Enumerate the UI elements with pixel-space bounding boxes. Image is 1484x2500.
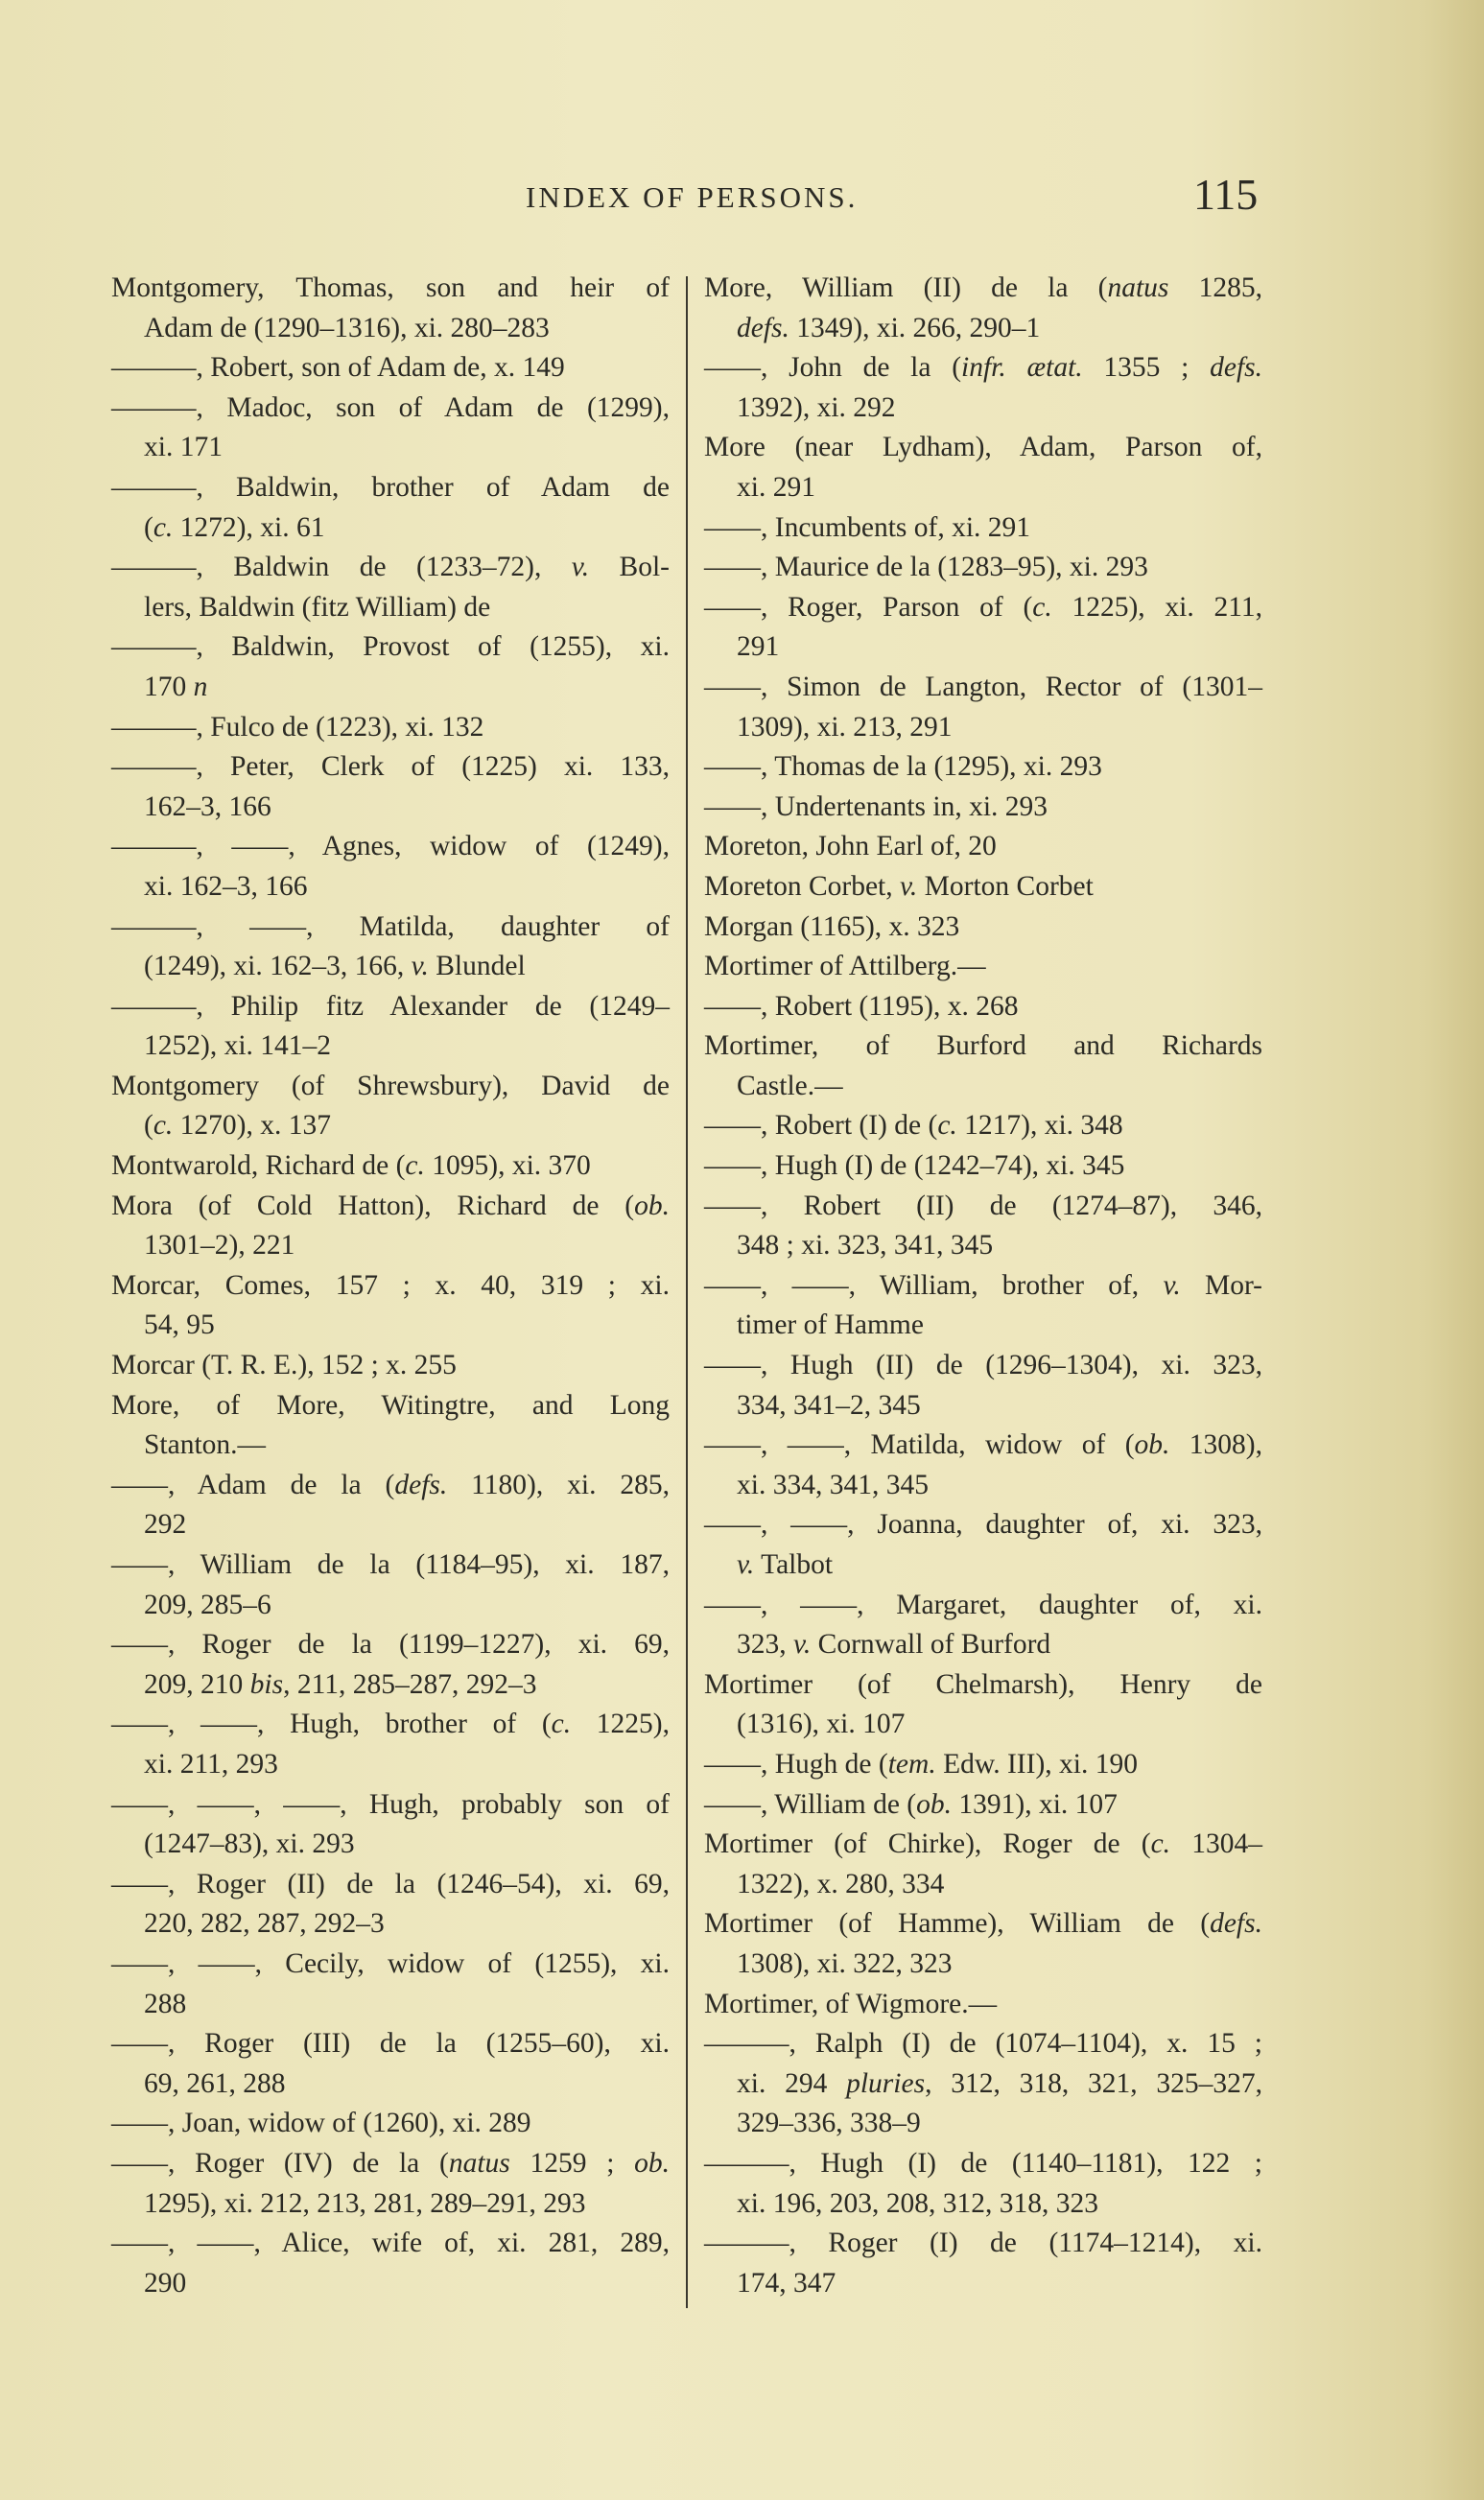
text-segment: Mora (of Cold Hatton), Richard de ( <box>111 1190 635 1221</box>
index-entry <box>111 1187 670 1266</box>
index-entry <box>111 987 670 1067</box>
index-entry-line: Castle.— <box>737 1070 843 1101</box>
italic-segment: ob. <box>1134 1429 1170 1461</box>
index-entry-line: 1392), xi. 292 <box>737 391 896 423</box>
index-entry <box>704 2144 1262 2224</box>
index-entry-line <box>704 269 1262 309</box>
index-entry-line: ——, ——, Joanna, daughter of, xi. 323, <box>704 1509 1262 1541</box>
index-entry <box>111 1945 670 2024</box>
index-entry <box>704 2024 1262 2144</box>
index-entry-line: ———, Hugh (I) de (1140–1181), 122 ; <box>704 2147 1262 2179</box>
index-entry <box>111 1865 670 1945</box>
text-segment: 209, 210 <box>144 1668 250 1700</box>
index-entry <box>704 1745 1262 1785</box>
index-entry-line: ——, Thomas de la (1295), xi. 293 <box>704 751 1102 783</box>
index-entry <box>111 1067 670 1146</box>
italic-segment: v. <box>571 552 590 583</box>
italic-segment: c. <box>153 511 174 543</box>
index-entry <box>704 788 1262 828</box>
index-entry-line <box>111 668 670 708</box>
italic-segment: v. <box>900 870 918 902</box>
index-entry <box>111 747 670 827</box>
index-entry-line: ———, Peter, Clerk of (1225) xi. 133, <box>111 751 670 783</box>
italic-segment: bis <box>249 1668 284 1700</box>
index-entry-line: ———, Fulco de (1223), xi. 132 <box>111 711 484 743</box>
index-entry-line: 291 <box>737 631 780 663</box>
text-segment: Morton Corbet <box>917 870 1094 902</box>
index-entry-line: 348 ; xi. 323, 341, 345 <box>737 1230 994 1262</box>
index-entry-line: (1316), xi. 107 <box>737 1709 906 1740</box>
text-segment: , 211, 285–287, 292–3 <box>283 1668 537 1700</box>
text-segment: ——, John de la ( <box>704 352 962 384</box>
italic-segment: c. <box>1150 1828 1171 1860</box>
index-entry-line: xi. 162–3, 166 <box>144 870 308 902</box>
index-entry-line: 69, 261, 288 <box>144 2067 286 2099</box>
index-entry <box>111 1625 670 1705</box>
index-entry-line: ———, Roger (I) de (1174–1214), xi. <box>704 2228 1262 2259</box>
index-entry-line: ——, Maurice de la (1283–95), xi. 293 <box>704 552 1148 583</box>
text-segment: Mortimer (of Hamme), William de ( <box>704 1908 1211 1940</box>
italic-segment: defs. <box>1210 1908 1262 1940</box>
index-entry <box>704 548 1262 588</box>
text-segment: 1308), <box>1169 1429 1262 1461</box>
index-entry-line <box>704 1825 1262 1865</box>
index-entry-line: ——, ——, Alice, wife of, xi. 281, 289, <box>111 2228 670 2259</box>
index-entry-line: 329–336, 338–9 <box>737 2108 921 2139</box>
index-entry-line <box>704 1106 1262 1146</box>
index-column-left <box>111 269 670 2303</box>
index-entry-line: 54, 95 <box>144 1309 215 1341</box>
text-segment: 1270), x. 137 <box>173 1110 331 1142</box>
index-entry <box>704 1785 1262 1826</box>
index-entry-line: ——, Roger (III) de la (1255–60), xi. <box>111 2028 670 2060</box>
index-entry-line <box>111 1146 670 1187</box>
italic-segment: natus <box>1107 272 1169 303</box>
index-entry-line: ——, Undertenants in, xi. 293 <box>704 790 1048 822</box>
italic-segment: c. <box>551 1709 572 1740</box>
index-entry-line <box>111 548 670 588</box>
index-entry-line: xi. 334, 341, 345 <box>737 1469 929 1500</box>
index-entry-line <box>704 1625 1262 1665</box>
index-entry-line: ——, ——, Cecily, widow of (1255), xi. <box>111 1947 670 1979</box>
index-entry-line: Morcar (T. R. E.), 152 ; x. 255 <box>111 1350 457 1381</box>
index-entry-line: 209, 285–6 <box>144 1589 271 1620</box>
index-entry-line <box>111 2144 670 2184</box>
index-entry-line: 1309), xi. 213, 291 <box>737 711 953 743</box>
text-segment: xi. 294 <box>737 2067 847 2099</box>
index-entry-line: ———, Madoc, son of Adam de (1299), <box>111 391 670 423</box>
index-entry <box>111 708 670 748</box>
index-entry-line: Mortimer, of Burford and Richards <box>704 1030 1262 1062</box>
text-segment: 1272), xi. 61 <box>173 511 325 543</box>
index-entry-line: Stanton.— <box>144 1429 267 1461</box>
index-entry-line: 1322), x. 280, 334 <box>737 1868 945 1899</box>
index-entry <box>111 1466 670 1545</box>
index-entry-line: 288 <box>144 1988 187 2019</box>
text-segment: 1391), xi. 107 <box>952 1788 1118 1820</box>
index-entry-line: lers, Baldwin (fitz William) de <box>144 591 491 623</box>
text-segment: ——, Roger (IV) de la ( <box>111 2147 449 2179</box>
index-entry-line <box>111 1665 670 1706</box>
text-segment: Blundel <box>428 951 526 982</box>
index-entry <box>111 2144 670 2224</box>
index-entry <box>704 1187 1262 1266</box>
index-entry-line: 292 <box>144 1509 187 1541</box>
text-segment: ———, Baldwin de (1233–72), <box>111 552 572 583</box>
index-entry-line: Mortimer of Attilberg.— <box>704 951 986 982</box>
index-entry <box>704 2224 1262 2303</box>
index-entry-line: More (near Lydham), Adam, Parson of, <box>704 432 1262 463</box>
text-segment: ( <box>144 1110 153 1142</box>
index-entry-line: ——, Simon de Langton, Rector of (1301– <box>704 671 1262 702</box>
italic-segment: infr. ætat. <box>961 352 1083 384</box>
index-entry-line: Mortimer, of Wigmore.— <box>704 1988 998 2019</box>
text-segment: Cornwall of Burford <box>811 1629 1051 1661</box>
index-entry-line: ——, ——, ——, Hugh, probably son of <box>111 1788 670 1820</box>
index-entry <box>704 668 1262 747</box>
index-entry <box>704 1106 1262 1146</box>
index-entry-line <box>111 1187 670 1227</box>
text-segment: (1249), xi. 162–3, 166, <box>144 951 412 982</box>
index-entry-line: Adam de (1290–1316), xi. 280–283 <box>144 312 550 343</box>
index-entry <box>704 867 1262 908</box>
text-segment: Talbot <box>754 1549 834 1580</box>
index-entry-line: ———, Philip fitz Alexander de (1249– <box>111 990 670 1022</box>
index-entry-line <box>111 1106 670 1146</box>
text-segment: , 312, 318, 321, 325–327, <box>925 2067 1262 2099</box>
italic-segment: c. <box>1032 591 1052 623</box>
italic-segment: c. <box>937 1110 957 1142</box>
index-entry <box>111 348 670 389</box>
index-entry-line: xi. 211, 293 <box>144 1748 278 1780</box>
index-entry <box>704 1146 1262 1187</box>
text-segment: Mor- <box>1180 1269 1262 1301</box>
index-entry <box>111 389 670 468</box>
italic-segment: pluries <box>846 2067 926 2099</box>
index-entry-line: ——, Roger (II) de la (1246–54), xi. 69, <box>111 1868 670 1899</box>
index-entry-line: ———, Baldwin, brother of Adam de <box>111 471 670 503</box>
index-column-right <box>704 269 1262 2303</box>
index-entry-line: Montgomery (of Shrewsbury), David de <box>111 1070 670 1101</box>
text-segment: 1349), xi. 266, 290–1 <box>789 312 1041 343</box>
index-entry-line: 220, 282, 287, 292–3 <box>144 1908 385 1940</box>
index-entry <box>704 269 1262 348</box>
italic-segment: ob. <box>916 1788 952 1820</box>
index-entry-line: ———, ——, Agnes, widow of (1249), <box>111 831 670 862</box>
index-entry <box>704 1825 1262 1904</box>
index-entry <box>704 1426 1262 1505</box>
index-entry-line: ——, Hugh (II) de (1296–1304), xi. 323, <box>704 1350 1262 1381</box>
index-entry <box>704 588 1262 668</box>
index-entry-line: 290 <box>144 2267 187 2299</box>
text-segment: 1225), <box>571 1709 671 1740</box>
index-entry-line: 1301–2), 221 <box>144 1230 295 1262</box>
index-entry-line: Morcar, Comes, 157 ; x. 40, 319 ; xi. <box>111 1269 670 1301</box>
text-segment: 1095), xi. 370 <box>424 1150 591 1182</box>
index-entry <box>111 2224 670 2303</box>
text-segment: 1355 ; <box>1082 352 1211 384</box>
index-entry-line <box>704 867 1262 908</box>
text-segment: Bol- <box>589 552 670 583</box>
index-entry <box>704 428 1262 507</box>
index-entry <box>111 2104 670 2144</box>
index-entry <box>704 348 1262 428</box>
index-entry-line: Montgomery, Thomas, son and heir of <box>111 272 670 303</box>
index-entry-line <box>704 2064 1262 2105</box>
text-segment: Montwarold, Richard de ( <box>111 1150 406 1182</box>
index-entry-line <box>111 947 670 987</box>
index-entry-line <box>704 1904 1262 1945</box>
text-segment: 1285, <box>1168 272 1262 303</box>
index-entry <box>704 827 1262 867</box>
text-segment: ——, ——, William, brother of, <box>704 1269 1164 1301</box>
index-entry-line: ——, Incumbents of, xi. 291 <box>704 511 1031 543</box>
text-segment: ( <box>144 511 153 543</box>
text-segment: ——, William de ( <box>704 1788 917 1820</box>
index-entry <box>111 1346 670 1386</box>
index-entry-line <box>704 1545 1262 1586</box>
italic-segment: tem. <box>887 1748 936 1780</box>
index-entry <box>111 269 670 348</box>
text-segment: Edw. III), xi. 190 <box>935 1748 1138 1780</box>
index-entry <box>111 548 670 627</box>
index-entry <box>111 827 670 907</box>
index-entry <box>111 627 670 707</box>
index-entry-line: Morgan (1165), x. 323 <box>704 910 960 942</box>
italic-segment: v. <box>737 1549 755 1580</box>
italic-segment: defs. <box>394 1469 448 1500</box>
italic-segment: natus <box>448 2147 510 2179</box>
index-entry-line: timer of Hamme <box>737 1309 924 1341</box>
italic-segment: defs. <box>1210 352 1263 384</box>
index-entry-line <box>704 1426 1262 1466</box>
text-segment: ——, Adam de la ( <box>111 1469 395 1500</box>
index-entry-line: ———, Baldwin, Provost of (1255), xi. <box>111 631 670 663</box>
index-entry <box>704 987 1262 1027</box>
text-segment: More, William (II) de la ( <box>704 272 1108 303</box>
index-entry-line: xi. 196, 203, 208, 312, 318, 323 <box>737 2187 1098 2219</box>
index-entry-line <box>111 508 670 549</box>
column-divider <box>686 276 688 2308</box>
index-entry-line: xi. 291 <box>737 471 815 503</box>
italic-segment: v. <box>411 951 429 982</box>
index-entry-line: xi. 171 <box>144 432 223 463</box>
index-entry-line <box>704 588 1262 628</box>
index-entry <box>111 1386 670 1466</box>
index-entry <box>111 908 670 987</box>
italic-segment: v. <box>793 1629 812 1661</box>
index-entry <box>704 1985 1262 2025</box>
index-entry <box>704 508 1262 549</box>
index-entry <box>704 908 1262 948</box>
index-entry-line: 174, 347 <box>737 2267 836 2299</box>
text-segment: Moreton Corbet, <box>704 870 901 902</box>
page-number: 115 <box>1193 170 1259 219</box>
index-entry <box>704 747 1262 788</box>
index-entry-line: Mortimer (of Chelmarsh), Henry de <box>704 1668 1262 1700</box>
index-entry-line: Moreton, John Earl of, 20 <box>704 831 997 862</box>
italic-segment: c. <box>405 1150 425 1182</box>
index-entry-line: ——, Hugh (I) de (1242–74), xi. 345 <box>704 1150 1125 1182</box>
italic-segment: c. <box>153 1110 174 1142</box>
index-entry <box>704 1665 1262 1745</box>
text-segment: 1304– <box>1170 1828 1262 1860</box>
text-segment: 1259 ; <box>509 2147 635 2179</box>
index-entry-line: ——, ——, Margaret, daughter of, xi. <box>704 1589 1262 1620</box>
index-entry <box>704 1026 1262 1106</box>
index-entry <box>111 1785 670 1865</box>
text-segment: 323, <box>737 1629 793 1661</box>
index-entry-line: 1252), xi. 141–2 <box>144 1030 332 1062</box>
text-segment: 1225), xi. 211, <box>1051 591 1262 623</box>
index-entry <box>111 1266 670 1346</box>
index-entry-line: ——, Roger de la (1199–1227), xi. 69, <box>111 1629 670 1661</box>
index-entry <box>111 1545 670 1625</box>
index-entry-line: 162–3, 166 <box>144 790 271 822</box>
italic-segment: n <box>193 671 208 702</box>
index-entry <box>704 1904 1262 1984</box>
text-segment: Mortimer (of Chirke), Roger de ( <box>704 1828 1151 1860</box>
italic-segment: v. <box>1163 1269 1181 1301</box>
index-entry <box>704 1346 1262 1426</box>
index-entry-line <box>111 1466 670 1506</box>
index-entry <box>704 1505 1262 1585</box>
index-entry-line: ——, Robert (II) de (1274–87), 346, <box>704 1190 1262 1221</box>
index-entry-line <box>704 1745 1262 1785</box>
index-entry-line <box>704 1785 1262 1826</box>
index-entry-line: ——, William de la (1184–95), xi. 187, <box>111 1549 670 1580</box>
text-segment: ——, Roger, Parson of ( <box>704 591 1033 623</box>
text-segment: ——, Robert (I) de ( <box>704 1110 938 1142</box>
index-entry-line <box>704 348 1262 389</box>
italic-segment: ob. <box>634 2147 671 2179</box>
index-entry <box>704 947 1262 987</box>
index-entry-line: More, of More, Witingtre, and Long <box>111 1389 670 1421</box>
italic-segment: ob. <box>634 1190 670 1221</box>
italic-segment: defs. <box>737 312 789 343</box>
text-segment: ——, ——, Matilda, widow of ( <box>704 1429 1135 1461</box>
index-entry <box>111 1705 670 1784</box>
index-entry-line: ———, Ralph (I) de (1074–1104), x. 15 ; <box>704 2028 1262 2060</box>
index-entry-line: 1308), xi. 322, 323 <box>737 1947 953 1979</box>
index-entry <box>704 1266 1262 1346</box>
text-segment: 170 <box>144 671 194 702</box>
index-entry-line: (1247–83), xi. 293 <box>144 1828 355 1860</box>
index-entry-line: 334, 341–2, 345 <box>737 1389 921 1421</box>
index-entry-line: ———, Robert, son of Adam de, x. 149 <box>111 352 565 384</box>
index-entry-line: ——, Robert (1195), x. 268 <box>704 990 1019 1022</box>
index-entry-line: ———, ——, Matilda, daughter of <box>111 910 670 942</box>
index-entry <box>111 468 670 548</box>
index-entry <box>704 1586 1262 1665</box>
index-entry <box>111 2024 670 2104</box>
text-segment: 1180), xi. 285, <box>447 1469 670 1500</box>
text-segment: ——, Hugh de ( <box>704 1748 888 1780</box>
index-entry-line <box>111 1705 670 1745</box>
index-entry-line <box>704 1266 1262 1307</box>
running-header-title: INDEX OF PERSONS. <box>526 180 859 214</box>
index-entry-line: ——, Joan, widow of (1260), xi. 289 <box>111 2108 531 2139</box>
text-segment: ——, ——, Hugh, brother of ( <box>111 1709 552 1740</box>
text-segment: 1217), xi. 348 <box>956 1110 1123 1142</box>
index-entry-line <box>704 309 1262 349</box>
index-entry <box>111 1146 670 1187</box>
index-entry-line: 1295), xi. 212, 213, 281, 289–291, 293 <box>144 2187 586 2219</box>
